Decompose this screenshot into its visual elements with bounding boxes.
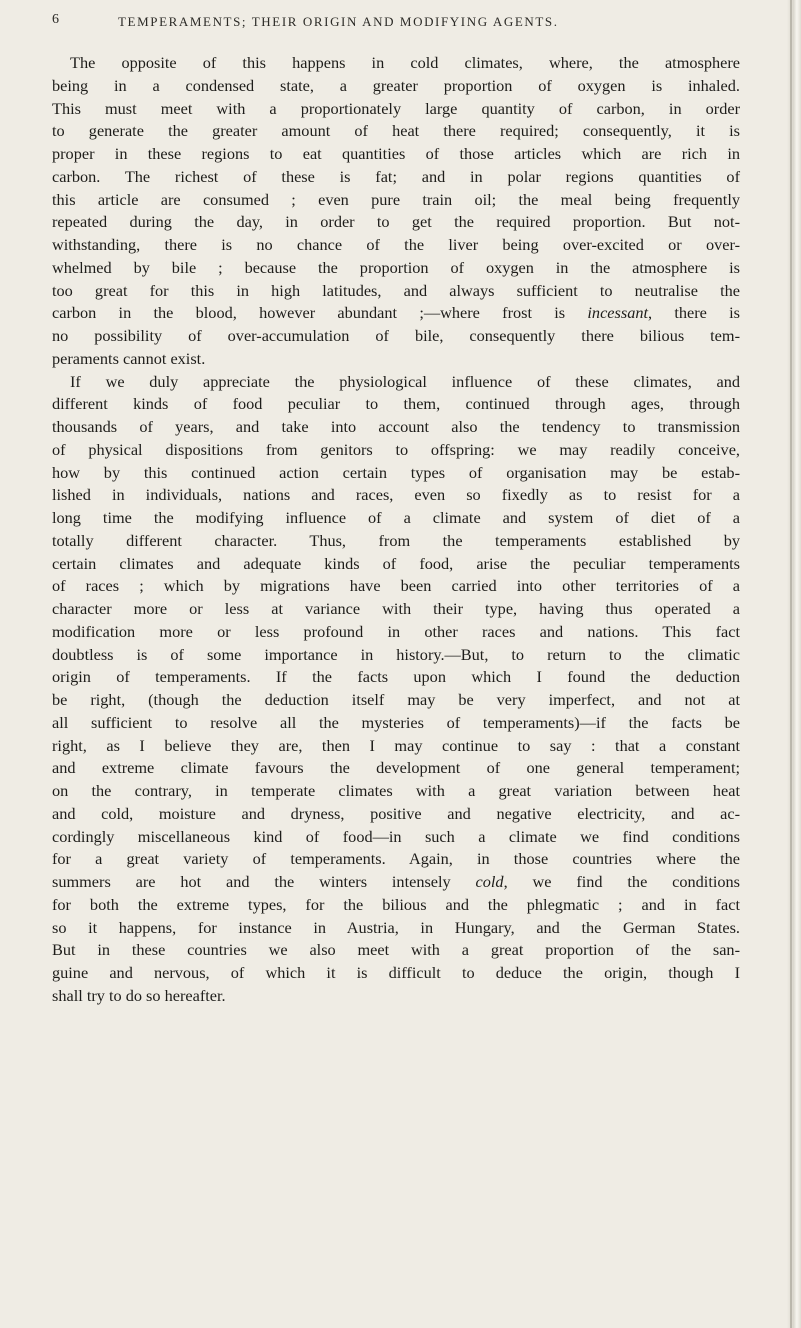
text-line (52, 143, 740, 166)
text-segment: But in these countries we also meet with a great proportion of the san- (52, 940, 740, 960)
text-segment: of physical dispositions from genitors to offspring: we may readily conceive, (52, 439, 740, 459)
text-segment: This must meet with a proportionately large quantity of carbon, in order (52, 98, 740, 118)
text-line (52, 75, 740, 98)
text-line (52, 666, 740, 689)
text-segment: and cold, moisture and dryness, positive and negative electricity, and ac- (52, 803, 740, 823)
text-segment: and extreme climate favours the development of one general temperament; (52, 758, 740, 778)
text-segment: how by this continued action certain types of organisation may be estab- (52, 462, 740, 482)
text-line (52, 98, 740, 121)
text-line (52, 735, 740, 758)
text-segment: , we find the conditions (503, 872, 740, 891)
text-line (52, 462, 740, 485)
text-segment: summers are hot and the winters intensely (52, 872, 476, 891)
text-segment: certain climates and adequate kinds of food, arise the peculiar temperaments (52, 553, 740, 573)
paragraph-container (52, 52, 740, 1008)
text-segment: carbon in the blood, however abundant ;—where frost is (52, 303, 588, 323)
text-line (52, 416, 740, 439)
text-line (52, 348, 740, 371)
text-segment: doubtless is of some importance in history.—But, to return to the climatic (52, 644, 740, 664)
text-line (52, 644, 740, 667)
body-text (52, 52, 740, 1008)
text-segment: long time the modifying influence of a climate and system of diet of a (52, 508, 740, 527)
text-line (52, 189, 740, 212)
text-segment: carbon. The richest of these is fat; and in polar regions quantities of (52, 166, 740, 186)
text-segment: totally different character. Thus, from the temperaments established by (52, 530, 740, 550)
text-line (52, 848, 740, 871)
text-line (52, 439, 740, 462)
text-line (52, 257, 740, 280)
text-segment: be right, (though the deduction itself may be very imperfect, and not at (52, 690, 740, 709)
text-line (52, 689, 740, 712)
text-line (52, 803, 740, 826)
text-line (52, 211, 740, 234)
text-line (52, 712, 740, 735)
text-segment: cordingly miscellaneous kind of food—in such a climate we find conditions (52, 826, 740, 846)
text-segment: peraments cannot exist. (52, 348, 206, 368)
text-segment: to generate the greater amount of heat there required; consequently, it is (52, 121, 740, 141)
text-line (52, 52, 740, 75)
text-segment: proper in these regions to eat quantities of those articles which are rich in (52, 144, 740, 163)
text-line (52, 530, 740, 553)
text-segment: guine and nervous, of which it is difficult to deduce the origin, though I (52, 963, 740, 982)
text-segment: for a great variety of temperaments. Again, in those countries where the (52, 849, 740, 869)
text-line (52, 917, 740, 940)
text-segment: whelmed by bile ; because the proportion of oxygen in the atmosphere is (52, 257, 740, 277)
text-line (52, 962, 740, 985)
text-line (52, 507, 740, 530)
text-line (52, 371, 740, 394)
text-segment: this article are consumed ; even pure train oil; the meal being frequently (52, 189, 740, 209)
text-line (52, 826, 740, 849)
text-segment: no possibility of over-accumulation of bile, consequently there bilious tem- (52, 326, 740, 345)
text-line (52, 302, 740, 325)
text-segment: The opposite of this happens in cold climates, where, the atmosphere (70, 53, 740, 72)
text-line (52, 757, 740, 780)
text-segment: character more or less at variance with their type, having thus operated a (52, 599, 740, 618)
paragraph (52, 371, 740, 1008)
text-line (52, 939, 740, 962)
text-line (52, 598, 740, 621)
text-segment: for both the extreme types, for the bilious and the phlegmatic ; and in fact (52, 894, 740, 914)
text-segment: so it happens, for instance in Austria, in Hungary, and the German States. (52, 917, 740, 937)
text-segment: on the contrary, in temperate climates with a great variation between heat (52, 781, 740, 800)
text-line (52, 553, 740, 576)
text-segment: thousands of years, and take into account also the tendency to transmission (52, 417, 740, 436)
text-segment: If we duly appreciate the physiological influence of these climates, and (70, 371, 740, 391)
text-line (52, 393, 740, 416)
text-line (52, 484, 740, 507)
italic-word: incessant (587, 303, 648, 323)
text-line (52, 120, 740, 143)
italic-word: cold (475, 872, 504, 891)
text-line (52, 325, 740, 348)
text-line (52, 621, 740, 644)
text-line (52, 234, 740, 257)
binding-shadow-line (790, 0, 792, 1328)
text-segment: shall try to do so hereafter. (52, 985, 226, 1005)
text-segment: different kinds of food peculiar to them, continued through ages, through (52, 394, 740, 414)
text-line (52, 871, 740, 894)
text-line (52, 894, 740, 917)
paragraph (52, 52, 740, 371)
text-segment: of races ; which by migrations have been carried into other territories of a (52, 576, 740, 596)
text-line (52, 166, 740, 189)
text-segment: repeated during the day, in order to get the required proportion. But not- (52, 212, 740, 232)
text-line (52, 575, 740, 598)
text-segment: modification more or less profound in other races and nations. This fact (52, 621, 740, 641)
text-line (52, 780, 740, 803)
text-segment: , there is (648, 303, 740, 323)
text-segment: too great for this in high latitudes, and always sufficient to neutralise the (52, 280, 740, 300)
text-line (52, 280, 740, 303)
text-segment: being in a condensed state, a greater proportion of oxygen is inhaled. (52, 75, 740, 95)
text-segment: withstanding, there is no chance of the liver being over-excited or over- (52, 235, 740, 254)
page-number: 6 (52, 12, 59, 27)
text-segment: lished in individuals, nations and races, even so fixedly as to resist for a (52, 485, 740, 505)
text-segment: origin of temperaments. If the facts upon which I found the deduction (52, 667, 740, 687)
text-segment: all sufficient to resolve all the mysteries of temperaments)—if the facts be (52, 712, 740, 732)
text-segment: right, as I believe they are, then I may continue to say : that a constant (52, 735, 740, 755)
running-title: TEMPERAMENTS; THEIR ORIGIN AND MODIFYING AGENTS. (118, 14, 559, 29)
text-line (52, 985, 740, 1008)
